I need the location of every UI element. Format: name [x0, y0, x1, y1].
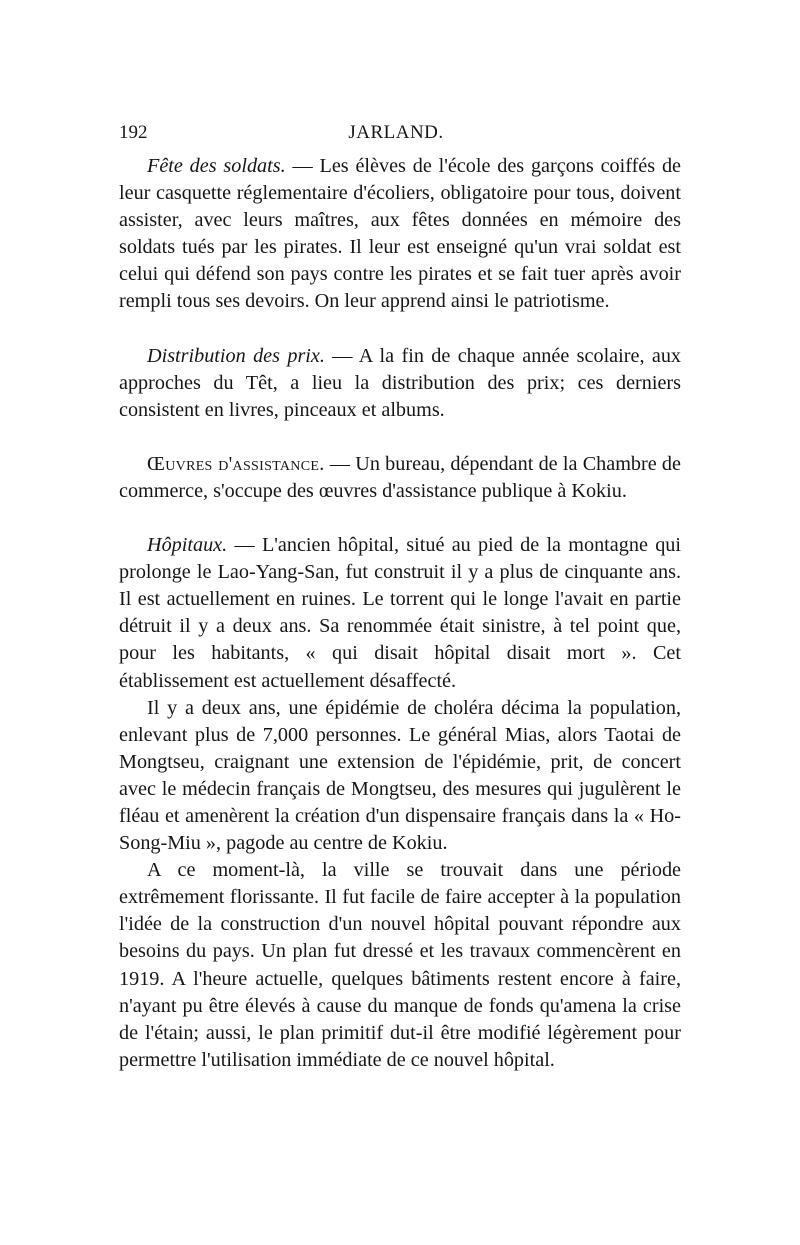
page-number: 192 — [119, 122, 148, 143]
paragraph-text: — A la fin de chaque année scolaire, aux approches du Têt, a lieu la distribution des prix; ces derniers consistent en livres, pinceaux et albums. — [119, 344, 682, 421]
paragraph-cholera: Il y a deux ans, une épidémie de choléra décima la population, enlevant plus de 7,000 personnes. Le général Mias, alors Taotai de Mongtseu, craignant une extension de l'épidémie, prit, de concert avec le médecin français de Mongtseu, des mesures qui jugulèrent le fléau et amenèrent la création d'un dispensaire français dans la « Ho-Song-Miu », pagode au centre de Kokiu. — [119, 696, 681, 855]
paragraph-fete-des-soldats — [119, 153, 681, 316]
paragraph-text: — Les élèves de l'école des garçons coiffés de leur casquette réglementaire d'écoliers, obligatoire pour tous, doivent assister, avec leurs maîtres, aux fêtes données en mémoire des soldats tués par les pirates. Il leur est enseigné qu'un vrai soldat est celui qui défend son pays contre les pirates et se fait tuer après avoir rempli tous ses devoirs. On leur apprend ainsi le patriotisme. — [119, 155, 681, 313]
page-header — [119, 121, 681, 145]
section-heading-fete-des-soldats: Fête des soldats. — [147, 155, 286, 177]
paragraph-hopitaux — [119, 532, 681, 695]
running-title: JARLAND. — [348, 122, 444, 143]
section-heading-hopitaux: Hôpitaux. — [147, 534, 228, 557]
section-heading-oeuvres-d-assistance: Œuvres d'assistance. — [147, 452, 325, 475]
section-heading-distribution-des-prix: Distribution des prix. — [147, 344, 325, 367]
paragraph-nouvel-hopital: A ce moment-là, la ville se trouvait dans une période extrêmement florissante. Il fut facile de faire accepter à la population l'idée de la construction d'un nouvel hôpital pouvant répondre aux besoins du pays. Un plan fut dressé et les travaux commencèrent en 1919. A l'heure actuelle, quelques bâtiments restent encore à faire, n'ayant pu être élevés à cause du manque de fonds qu'amena la crise de l'étain; aussi, le plan primitif dut-il être modifié légèrement pour permettre l'utilisation immédiate de ce nouvel hôpital. — [119, 859, 681, 1071]
paragraph-text: — Un bureau, dépendant de la Chambre de commerce, s'occupe des œuvres d'assistance publique à Kokiu. — [119, 452, 681, 502]
body-text — [119, 153, 681, 1074]
paragraph-text: — L'ancien hôpital, situé au pied de la montagne qui prolonge le Lao-Yang-San, fut construit il y a plus de cinquante ans. Il est actuellement en ruines. Le torrent qui le longe l'avait en partie détruit il y a deux ans. Sa renommée était sinistre, à tel point que, pour les habitants, « qui disait hôpital disait mort ». Cet établissement est actuellement désaffecté. — [119, 534, 681, 692]
paragraph-oeuvres-d-assistance — [119, 451, 681, 505]
paragraph-distribution-des-prix — [119, 343, 681, 424]
